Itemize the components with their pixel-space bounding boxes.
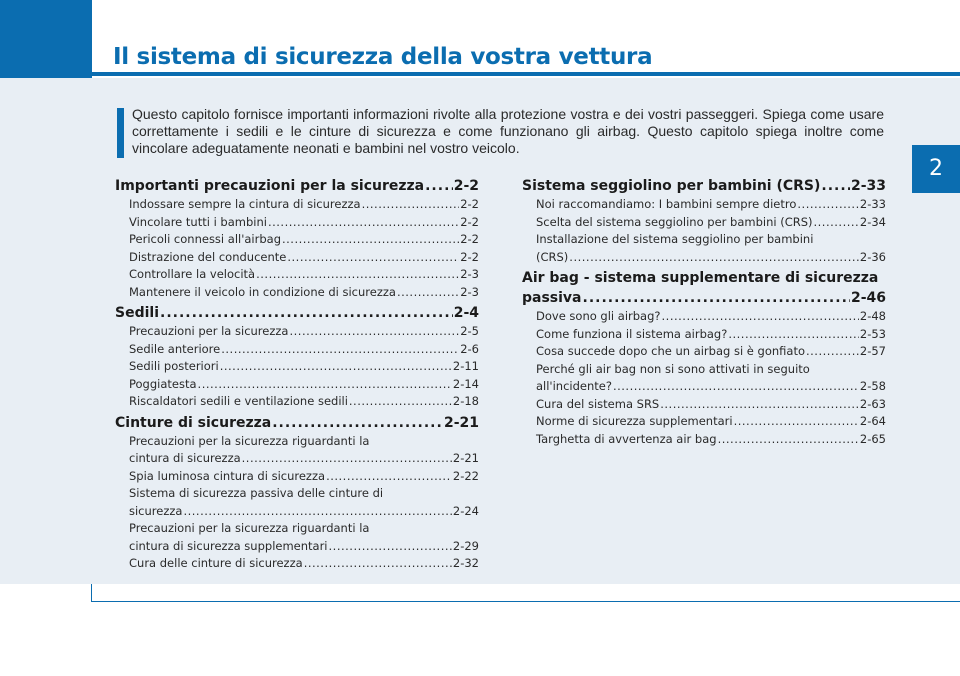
toc-item-label: all'incidente?	[536, 379, 612, 393]
toc-item-page: 2-3	[460, 267, 479, 281]
dot-leader	[304, 555, 452, 573]
toc-item-page: 2-3	[460, 284, 479, 299]
toc-item-label: Sedile anteriore	[129, 341, 221, 356]
toc-item-label-line: Precauzioni per la sicurezza riguardanti la	[129, 521, 370, 535]
dot-leader	[821, 176, 850, 196]
dot-leader	[806, 343, 859, 361]
toc-item-label-line: Sistema di sicurezza passiva delle cinture di	[129, 486, 384, 500]
dot-leader	[797, 196, 859, 214]
toc-section-page: 2-33	[850, 178, 886, 194]
toc-item-link[interactable]	[115, 323, 479, 341]
toc-item-page: 2-48	[859, 309, 886, 323]
dot-leader	[362, 196, 460, 214]
toc-item-page: 2-21	[452, 451, 479, 465]
page-title: Il sistema di sicurezza della vostra vettura	[113, 44, 653, 70]
dot-leader	[256, 266, 459, 284]
dot-leader	[287, 249, 459, 267]
toc-section-link[interactable]	[115, 413, 479, 433]
intro-line: Questo capitolo fornisce importanti informazioni rivolte alla protezione vostra e dei vostri passeggeri. Spiega come usare correttamente i sedili e le cinture di sicurezza e come funzionano gli airbag. Questo capitolo spiega inoltre come vincolare adeguatamente neonati e bambini nel vostro veicolo.	[132, 106, 884, 156]
toc-item-link[interactable]	[522, 231, 886, 266]
corner-color-block	[0, 0, 92, 78]
dot-leader	[569, 249, 859, 267]
toc-item-link[interactable]	[115, 393, 479, 411]
toc-item-link[interactable]	[522, 326, 886, 344]
toc-item-label: (CRS)	[536, 249, 569, 264]
toc-item-label: sicurezza	[129, 503, 183, 518]
toc-item-label: Vincolare tutti i bambini	[129, 214, 267, 229]
dot-leader	[242, 450, 452, 468]
dot-leader	[349, 393, 452, 411]
toc-item-link[interactable]	[522, 413, 886, 431]
toc-right-column	[522, 174, 886, 448]
toc-item-label-line: Installazione del sistema seggiolino per bambini	[536, 232, 814, 246]
toc-item-link[interactable]	[115, 520, 479, 555]
toc-item-link[interactable]	[522, 214, 886, 232]
dot-leader	[583, 288, 850, 308]
dot-leader	[268, 214, 459, 232]
toc-item-row	[129, 503, 479, 521]
toc-section-title: Sistema seggiolino per bambini (CRS)	[522, 178, 821, 194]
chapter-tab[interactable]: 2	[912, 145, 960, 193]
toc-item-page: 2-34	[859, 214, 886, 229]
toc-item-link[interactable]	[522, 431, 886, 449]
toc-item-label: Norme di sicurezza supplementari	[536, 414, 733, 428]
toc-item-link[interactable]	[115, 249, 479, 267]
toc-item-label: Distrazione del conducente	[129, 249, 287, 264]
toc-item-label: Spia luminosa cintura di sicurezza	[129, 468, 326, 483]
dot-leader	[272, 413, 443, 433]
toc-section-page: 2-2	[453, 178, 479, 194]
dot-leader	[329, 538, 452, 556]
toc-item-link[interactable]	[115, 214, 479, 232]
toc-item-label: Riscaldatori sedili e ventilazione sedili	[129, 394, 348, 408]
toc-item-page: 2-2	[460, 197, 479, 211]
toc-item-label: Scelta del sistema seggiolino per bambini (CRS)	[536, 214, 813, 229]
toc-section-title-line: Air bag - sistema supplementare di sicurezza	[522, 270, 879, 286]
toc-item-page: 2-65	[859, 431, 886, 446]
toc-item-label: cintura di sicurezza supplementari	[129, 538, 328, 553]
toc-item-row	[129, 538, 479, 556]
toc-item-label: Mantenere il veicolo in condizione di sicurezza	[129, 284, 396, 299]
intro-accent-bar	[117, 108, 124, 158]
toc-item-label: Precauzioni per la sicurezza	[129, 324, 289, 338]
toc-item-link[interactable]	[115, 196, 479, 214]
toc-section-title: Importanti precauzioni per la sicurezza	[115, 178, 425, 194]
toc-item-page: 2-2	[460, 214, 479, 229]
dot-leader	[183, 503, 451, 521]
toc-section-title: Cinture di sicurezza	[115, 414, 272, 431]
toc-item-link[interactable]	[522, 361, 886, 396]
toc-item-label: Sedili posteriori	[129, 359, 219, 373]
toc-item-page: 2-29	[452, 538, 479, 553]
toc-item-link[interactable]	[522, 308, 886, 326]
dot-leader	[662, 308, 859, 326]
toc-item-label: Cura del sistema SRS	[536, 396, 660, 411]
toc-left-column	[115, 174, 479, 573]
toc-item-link[interactable]	[522, 343, 886, 361]
toc-item-label: Poggiatesta	[129, 376, 197, 391]
toc-item-link[interactable]	[115, 231, 479, 249]
dot-leader	[734, 413, 859, 431]
toc-item-label: cintura di sicurezza	[129, 451, 241, 465]
dot-leader	[728, 326, 859, 344]
toc-item-label: Cura delle cinture di sicurezza	[129, 556, 303, 570]
toc-section-page: 2-46	[850, 290, 886, 306]
toc-item-link[interactable]	[115, 376, 479, 394]
toc-item-page: 2-2	[460, 232, 479, 246]
toc-item-link[interactable]	[522, 196, 886, 214]
toc-item-label: Noi raccomandiamo: I bambini sempre dietro	[536, 197, 797, 211]
dot-leader	[326, 468, 452, 486]
toc-item-page: 2-63	[859, 396, 886, 411]
toc-item-page: 2-22	[452, 468, 479, 483]
toc-item-link[interactable]	[115, 341, 479, 359]
title-rule	[92, 72, 960, 76]
toc-item-page: 2-18	[452, 394, 479, 408]
toc-item-page: 2-33	[859, 197, 886, 211]
dot-leader	[660, 396, 859, 414]
toc-section-link[interactable]	[115, 303, 479, 323]
toc-item-link[interactable]	[115, 284, 479, 302]
toc-section-link[interactable]	[522, 176, 886, 196]
dot-leader	[289, 323, 459, 341]
toc-item-page: 2-24	[452, 503, 479, 518]
toc-item-page: 2-14	[452, 376, 479, 391]
toc-item-link[interactable]	[115, 555, 479, 573]
toc-section-label: passiva	[522, 290, 582, 306]
toc-item-row	[129, 450, 479, 468]
dot-leader	[814, 214, 859, 232]
toc-item-label: Cosa succede dopo che un airbag si è gonfiato	[536, 344, 805, 358]
toc-section-link[interactable]	[522, 268, 886, 308]
toc-item-label: Controllare la velocità	[129, 267, 256, 281]
toc-item-label: Dove sono gli airbag?	[536, 309, 661, 323]
toc-item-link[interactable]	[115, 468, 479, 486]
dot-leader	[613, 378, 859, 396]
toc-section-row	[522, 288, 886, 308]
dot-leader	[220, 358, 452, 376]
toc-item-link[interactable]	[115, 358, 479, 376]
toc-item-link[interactable]	[522, 396, 886, 414]
toc-item-row	[536, 249, 886, 267]
toc-section-link[interactable]	[115, 176, 479, 196]
toc-item-page: 2-5	[460, 324, 479, 338]
dot-leader	[718, 431, 859, 449]
toc-item-page: 2-53	[859, 326, 886, 341]
toc-section-title: Sedili	[115, 305, 159, 321]
toc-item-page: 2-2	[460, 249, 479, 264]
toc-item-label: Pericoli connessi all'airbag	[129, 232, 281, 246]
dot-leader	[160, 303, 453, 323]
toc-item-page: 2-11	[452, 359, 479, 373]
dot-leader	[221, 341, 459, 359]
toc-item-page: 2-57	[859, 344, 886, 358]
toc-item-row	[536, 378, 886, 396]
toc-item-label: Targhetta di avvertenza air bag	[536, 431, 717, 446]
toc-item-label-line: Perché gli air bag non si sono attivati in seguito	[536, 361, 810, 376]
toc-item-link[interactable]	[115, 266, 479, 284]
toc-item-page: 2-36	[859, 249, 886, 264]
dot-leader	[198, 376, 452, 394]
toc-item-page: 2-58	[859, 379, 886, 393]
dot-leader	[397, 284, 459, 302]
dot-leader	[282, 231, 459, 249]
bottom-rule	[92, 601, 960, 602]
dot-leader	[425, 176, 453, 196]
toc-item-link[interactable]	[115, 433, 479, 468]
toc-section-page: 2-4	[453, 305, 479, 321]
toc-item-link[interactable]	[115, 485, 479, 520]
intro-text	[132, 106, 884, 157]
toc-section-page: 2-21	[443, 414, 479, 431]
toc-item-page: 2-64	[859, 414, 886, 428]
toc-item-page: 2-6	[460, 341, 479, 356]
toc-item-label-line: Precauzioni per la sicurezza riguardanti la	[129, 433, 370, 448]
toc-item-label: Indossare sempre la cintura di sicurezza	[129, 197, 361, 211]
toc-item-page: 2-32	[452, 556, 479, 570]
toc-item-label: Come funziona il sistema airbag?	[536, 326, 728, 341]
